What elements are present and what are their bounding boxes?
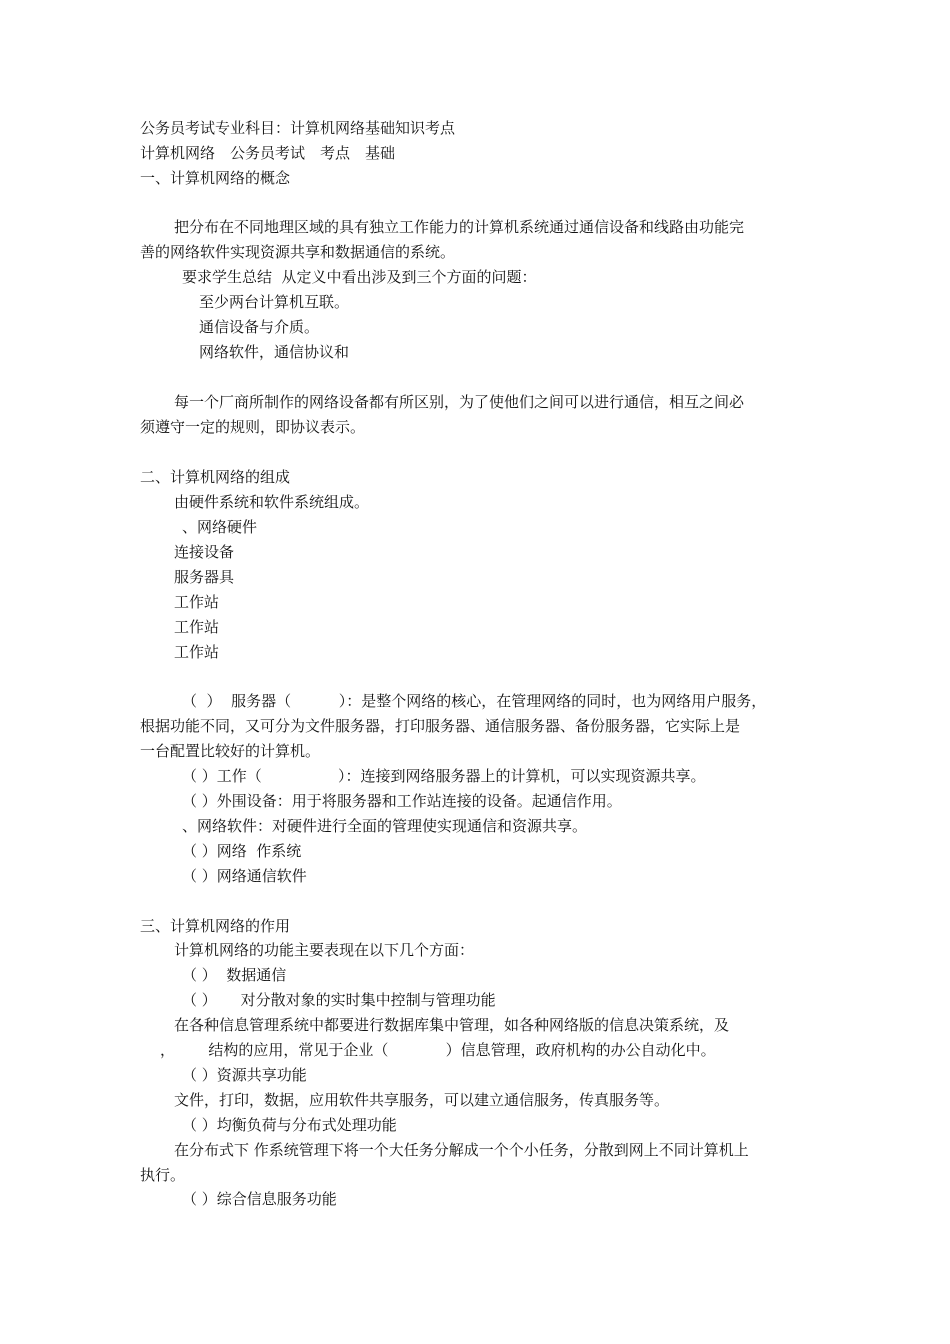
list-item: （ ） 数据通信	[182, 966, 287, 984]
list-item: 工作站	[174, 593, 220, 611]
server-line3: 一台配置比较好的计算机。	[140, 742, 321, 760]
paragraph-definition-line1: 把分布在不同地理区域的具有独立工作能力的计算机系统通过通信设备和线路由功能完	[174, 218, 745, 236]
list-item: 服务器具	[174, 568, 235, 586]
list-item: 工作站	[174, 618, 220, 636]
paragraph-protocol-line2: 须遵守一定的规则，即协议表示。	[140, 418, 366, 436]
software-heading: 、网络软件：对硬件进行全面的管理使实现通信和资源共享。	[182, 817, 588, 835]
list-item: 至少两台计算机互联。	[199, 293, 350, 311]
distributed-line2: 执行。	[140, 1166, 186, 1184]
section-heading-3: 三、计算机网络的作用	[140, 917, 291, 935]
list-item: 连接设备	[174, 543, 235, 561]
list-item: 通信设备与介质。	[199, 318, 320, 336]
document-title: 公务员考试专业科目：计算机网络基础知识考点	[140, 119, 456, 137]
server-line1: （ ） 服务器（ ）：是整个网络的核心，在管理网络的同时，也为网络用户服务，	[182, 692, 767, 710]
database-line2: ， 结构的应用，常见于企业（ ）信息管理，政府机构的办公自动化中。	[160, 1041, 716, 1059]
database-line1: 在各种信息管理系统中都要进行数据库集中管理，如各种网络版的信息决策系统，及	[174, 1016, 730, 1034]
list-item: （ ）网络通信软件	[182, 867, 307, 885]
list-item: （ ）综合信息服务功能	[182, 1190, 337, 1208]
list-item: （ ）网络 作系统	[182, 842, 302, 860]
list-item: （ ） 对分散对象的实时集中控制与管理功能	[182, 991, 496, 1009]
functions-intro: 计算机网络的功能主要表现在以下几个方面：	[174, 941, 475, 959]
peripheral-line: （ ）外围设备：用于将服务器和工作站连接的设备。起通信作用。	[182, 792, 622, 810]
summary-line: 要求学生总结 从定义中看出涉及到三个方面的问题：	[182, 268, 537, 286]
list-item: 工作站	[174, 643, 220, 661]
distributed-line1: 在分布式下 作系统管理下将一个大任务分解成一个个小任务，分散到网上不同计算机上	[174, 1141, 749, 1159]
hardware-heading: 、网络硬件	[182, 518, 258, 536]
section-heading-2: 二、计算机网络的组成	[140, 468, 291, 486]
workstation-line: （ ）工作（ ）：连接到网络服务器上的计算机，可以实现资源共享。	[182, 767, 706, 785]
composition-intro: 由硬件系统和软件系统组成。	[174, 493, 370, 511]
document-keywords: 计算机网络 公务员考试 考点 基础	[140, 144, 396, 162]
list-item: 网络软件，通信协议和	[199, 343, 350, 361]
paragraph-protocol-line1: 每一个厂商所制作的网络设备都有所区别，为了使他们之间可以进行通信，相互之间必	[174, 393, 745, 411]
list-item: （ ）均衡负荷与分布式处理功能	[182, 1116, 397, 1134]
list-item: （ ）资源共享功能	[182, 1066, 307, 1084]
resource-sharing-desc: 文件，打印，数据，应用软件共享服务，可以建立通信服务，传真服务等。	[174, 1091, 670, 1109]
server-line2: 根据功能不同，又可分为文件服务器，打印服务器、通信服务器、备份服务器，它实际上是	[140, 717, 741, 735]
paragraph-definition-line2: 善的网络软件实现资源共享和数据通信的系统。	[140, 243, 456, 261]
section-heading-1: 一、计算机网络的概念	[140, 169, 291, 187]
